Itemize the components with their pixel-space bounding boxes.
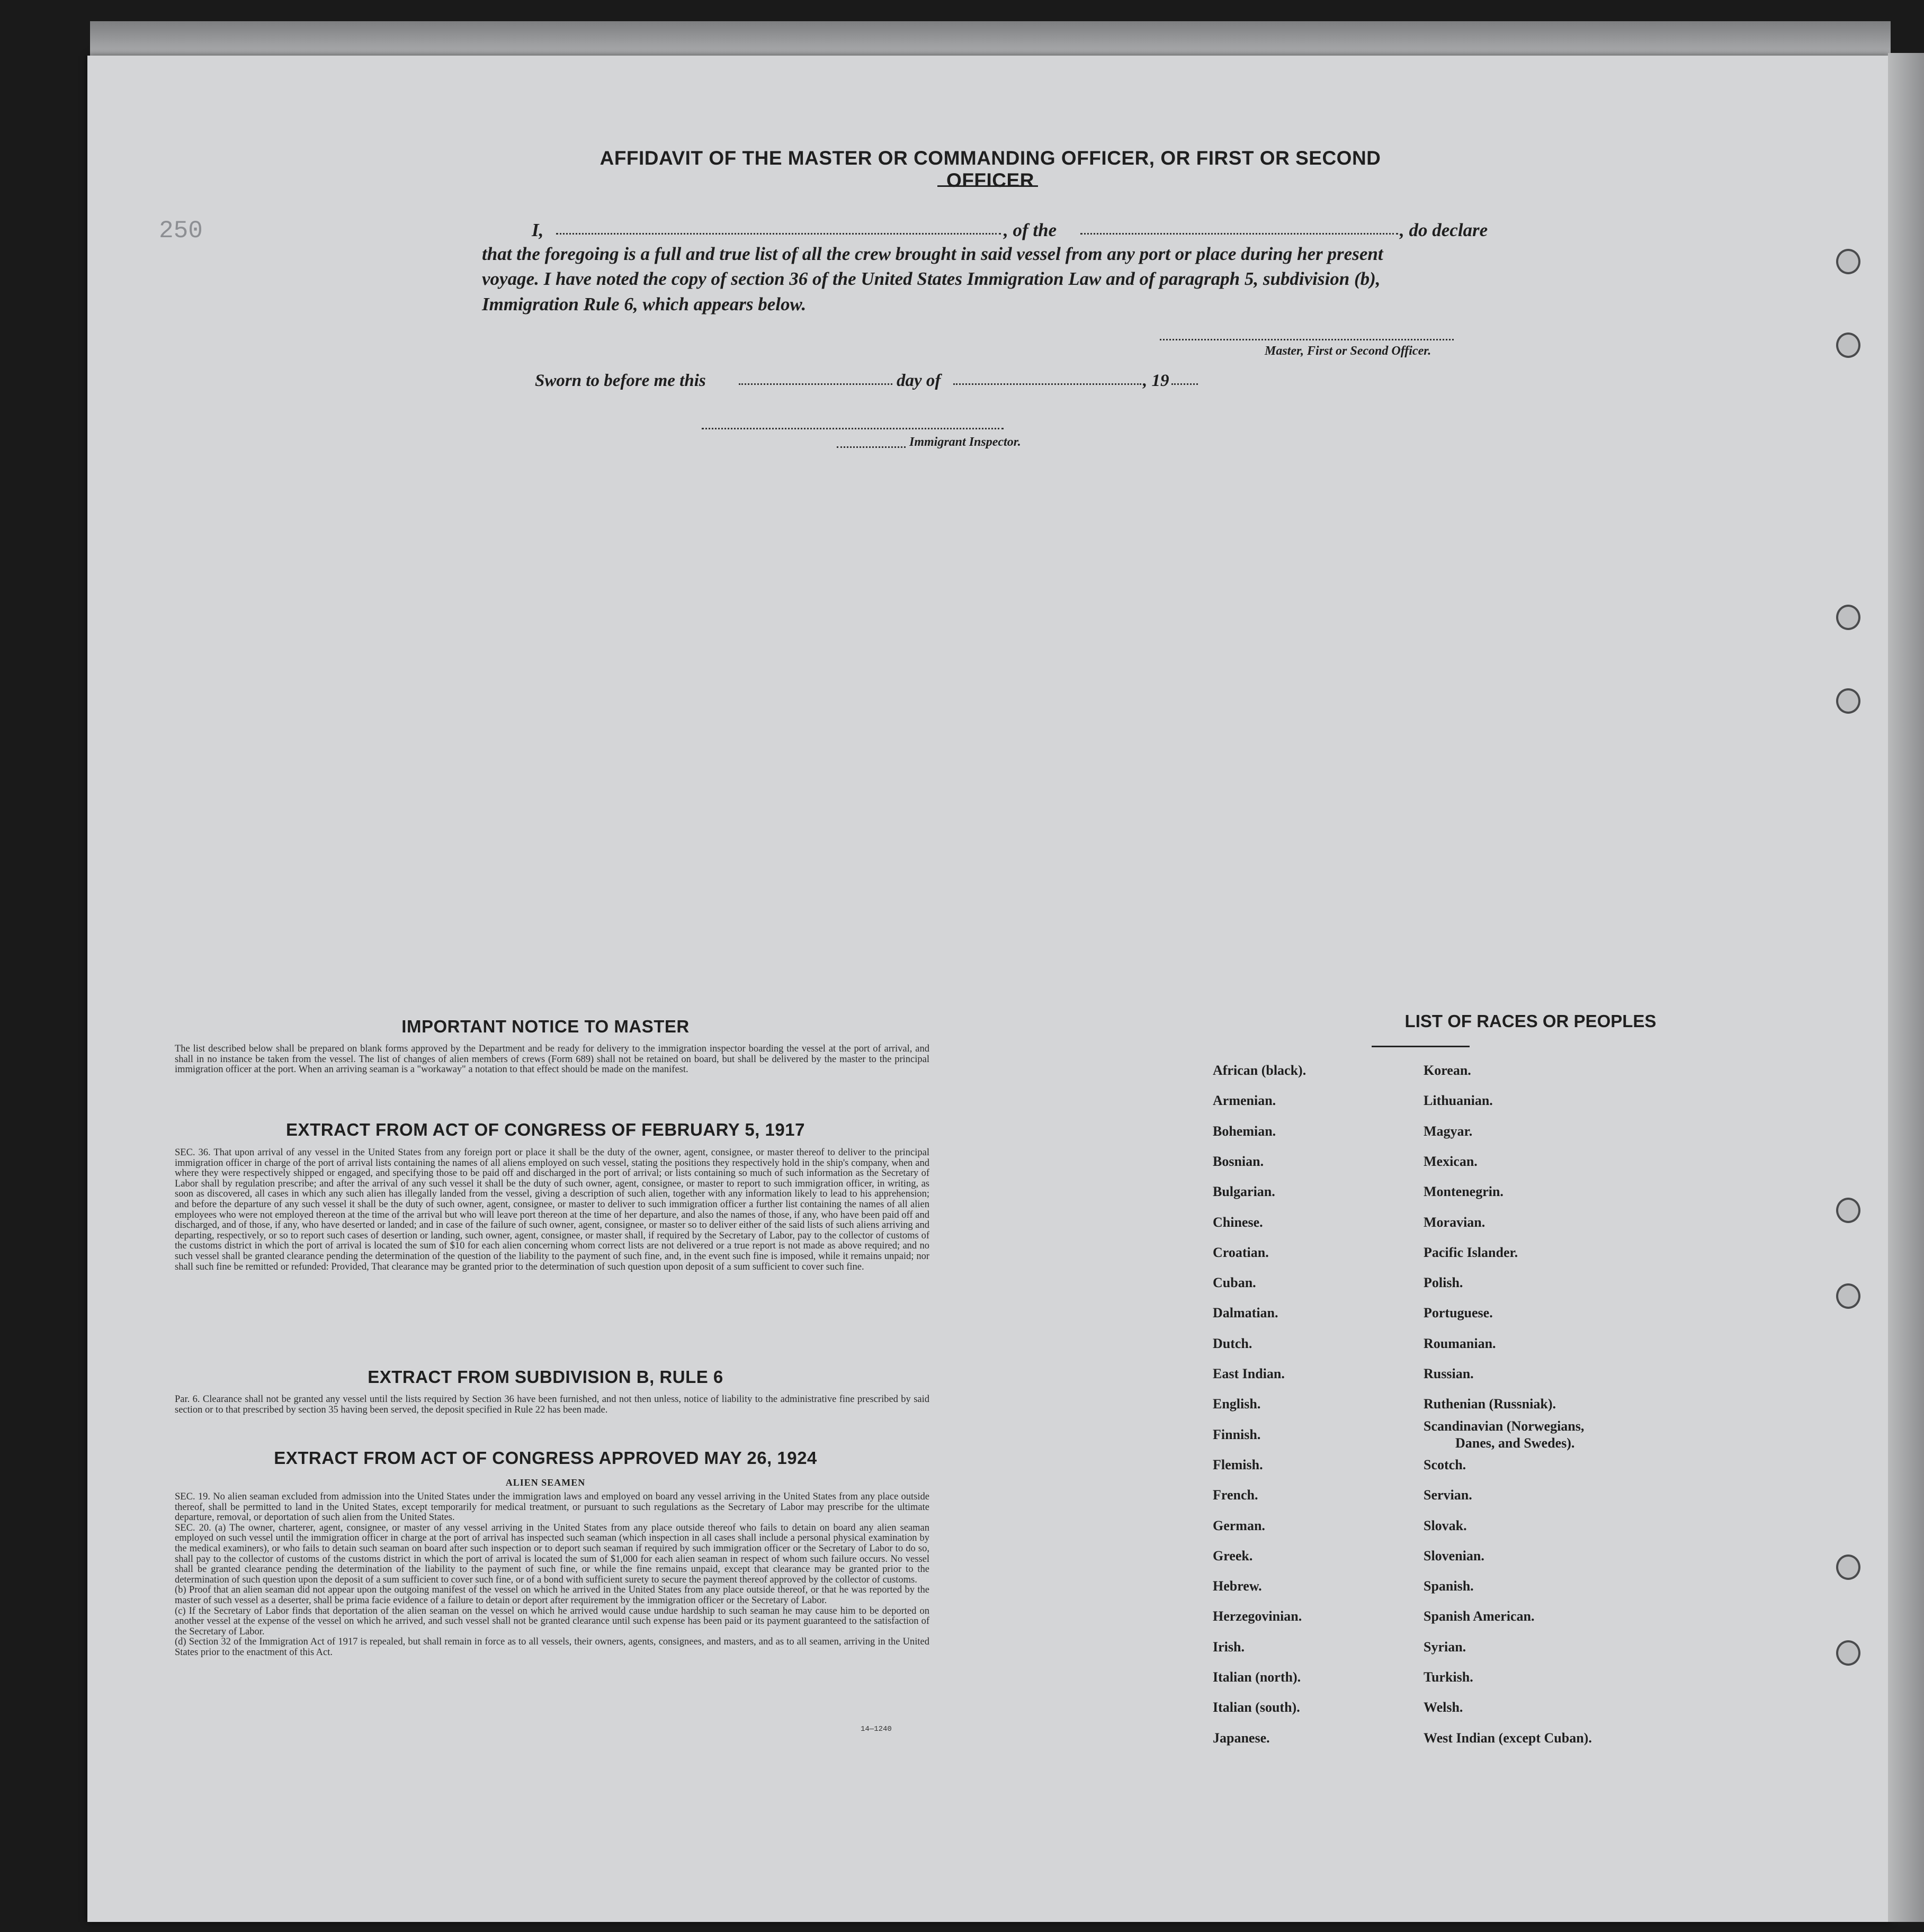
race-item-left: Armenian. <box>1213 1093 1276 1109</box>
race-item-right: West Indian (except Cuban). <box>1424 1730 1592 1746</box>
race-item-left: Finnish. <box>1213 1426 1261 1442</box>
sworn-day-of: day of <box>897 371 941 390</box>
race-item-left: Japanese. <box>1213 1730 1270 1746</box>
notice-title: IMPORTANT NOTICE TO MASTER <box>401 1017 690 1036</box>
affidavit-i: I, <box>532 220 544 240</box>
race-item-left: Cuban. <box>1213 1275 1256 1291</box>
sec-20a-paragraph: SEC. 20. (a) The owner, charterer, agent, consignee, or master of any vessel arriving in the United States from any place outside thereof who fails to detain on board any alien seaman employed on such vessel until the immigration officer in charge at the port of arrival has inspected such seaman (which inspection in all cases shall include a personal physical examination by the medical examiners), or who fails to detain such seaman on board after such inspection or to deport such seaman if required by such immigration officer or the Secretary of Labor to do so, shall pay to the collector of customs of the customs district in which the port of arrival is located the sum of $1,000 for each alien seaman in respect of whom such failure occurs. No vessel shall be granted clearance pending the determination of the liability to the payment of such fine, or while the fine remains unpaid, except that clearance may be granted prior to the determination of such question upon the deposit of a sum sufficient to cover such fine, or of a bond with sufficient surety to secure the payment thereof approved by the collector of customs. <box>175 1522 929 1585</box>
race-item-left: Hebrew. <box>1213 1578 1262 1594</box>
race-item-left: German. <box>1213 1517 1265 1533</box>
sec-20c-paragraph: (c) If the Secretary of Labor finds that deportation of the alien seaman on the vessel on which he arrived would cause undue hardship to such seaman he may cause him to be deported on another vessel at the expense of the vessel on which he arrived, and such vessel shall not be granted clearance until such expense has been paid or its payment guaranteed to the satisfaction of the Secretary of Labor. <box>175 1605 929 1637</box>
affidavit-line-3: voyage. I have noted the copy of section 36 of the United States Immigration Law and of paragraph 5, subdivision (b), <box>482 268 1381 289</box>
race-item-right: Servian. <box>1424 1487 1472 1503</box>
binder-hole <box>1836 1554 1860 1580</box>
race-item-right: Montenegrin. <box>1424 1184 1504 1200</box>
race-item-right: Turkish. <box>1424 1669 1473 1685</box>
section-36-paragraph: SEC. 36. That upon arrival of any vessel in the United States from any foreign port or place it shall be the duty of the owner, agent, consignee, or master thereof to deliver to the principal immigration officer in charge of the port of arrival lists containing the names of all aliens employed on such vessel, stating the positions they respectively hold in the ship's company, when and where they were respectively shipped or engaged, and specifying those to be paid off and discharged in the port of arrival; or lists containing so much of such information as the Secretary of Labor shall by regulation prescribe; and after the arrival of any such vessel it shall be the duty of such owner, agent, consignee, or master to report to such immigration officer, in writing, as soon as discovered, all cases in which any such alien has illegally landed from the vessel, giving a description of such alien, together with any information likely to lead to his apprehension; and before the departure of any such vessel it shall be the duty of such owner, agent, consignee, or master to deliver to such immigration officer a further list containing the names of all alien employees who were not employed thereon at the time of the arrival but who will leave port thereon at the time of her departure, and also the names of those, if any, who have been paid off and discharged, and of those, if any, who have deserted or landed; and in case of the failure of such owner, agent, consignee, or master so to deliver either of the said lists of such aliens arriving and departing, respectively, or so to report such cases of desertion or landing, such owner, agent, consignee, or master shall, if required by the Secretary of Labor, pay to the collector of customs of the customs district in which the port of arrival is located the sum of $10 for each alien concerning whom correct lists are not delivered or a true report is not made as above required; and no such vessel shall be granted clearance pending the determination of the question of the liability to the payment of such fine, and, in the event such fine is imposed, while it remains unpaid; nor shall such fine be remitted or refunded: Provided, That clearance may be granted prior to the determination of such question upon deposit of a sum sufficient to cover such fine. <box>175 1147 929 1272</box>
race-item-right: Spanish. <box>1424 1578 1474 1594</box>
race-item-left: Flemish. <box>1213 1457 1263 1472</box>
race-item-left: Herzegovinian. <box>1213 1608 1302 1624</box>
races-title: LIST OF RACES OR PEOPLES <box>1404 1011 1657 1031</box>
master-signature-label: Master, First or Second Officer. <box>1265 344 1431 358</box>
sec-20d-paragraph: (d) Section 32 of the Immigration Act of 1917 is repealed, but shall remain in force as to all vessels, their owners, agents, consignees, and masters, and as to all seamen, arriving in the United States prior to the enactment of this Act. <box>175 1637 929 1658</box>
notice-body <box>154 1044 929 1075</box>
binder-hole <box>1836 1283 1860 1309</box>
race-item-left: French. <box>1213 1487 1258 1503</box>
race-item-right: Slovak. <box>1424 1517 1467 1533</box>
race-item-right: Spanish American. <box>1424 1608 1535 1624</box>
vessel-name-field[interactable] <box>1080 233 1398 235</box>
inspector-signature-field[interactable] <box>702 428 1004 429</box>
act-1924-title: EXTRACT FROM ACT OF CONGRESS APPROVED MAY 26, 1924 <box>274 1448 817 1468</box>
race-item-right: Lithuanian. <box>1424 1093 1493 1109</box>
rule-6-body <box>154 1395 929 1415</box>
race-item-right: Moravian. <box>1424 1214 1485 1230</box>
sworn-year-field[interactable] <box>1171 383 1198 385</box>
race-item-left: Bohemian. <box>1213 1123 1276 1139</box>
sworn-month-field[interactable] <box>953 383 1141 385</box>
sworn-day-field[interactable] <box>739 383 892 385</box>
race-item-right: Roumanian. <box>1424 1335 1496 1351</box>
race-item-right: Slovenian. <box>1424 1548 1484 1563</box>
binder-hole <box>1836 688 1860 714</box>
race-item-left: Italian (north). <box>1213 1669 1301 1685</box>
rule-6-title: EXTRACT FROM SUBDIVISION B, RULE 6 <box>368 1367 723 1387</box>
inspector-signature-label: Immigrant Inspector. <box>909 435 1021 449</box>
binder-hole <box>1836 605 1860 630</box>
act-1917-title: EXTRACT FROM ACT OF CONGRESS OF FEBRUARY 5, 1917 <box>286 1120 805 1139</box>
sec-20b-paragraph: (b) Proof that an alien seaman did not appear upon the outgoing manifest of the vessel on which he arrived in the United States from any place outside thereof, or that he was reported by the master of such vessel as a deserter, shall be prima facie evidence of a failure to detain or deport after requirement by the immigration officer or the Secretary of Labor. <box>175 1585 929 1606</box>
master-name-field[interactable] <box>556 233 1001 235</box>
notice-paragraph: The list described below shall be prepared on blank forms approved by the Department and be ready for delivery to the immigration inspector boarding the vessel at the port of arrival, and shall in no instance be taken from the vessel. The list of changes of alien members of crews (Form 689) shall not be retained on board, but shall be delivered by the master to the principal immigration officer at the port. When an arriving seaman is a "workaway" a notation to that effect should be made on the manifest. <box>175 1044 929 1075</box>
act-1917-body <box>154 1148 929 1272</box>
race-item-right: Pacific Islander. <box>1424 1244 1518 1260</box>
alien-seamen-subtitle: ALIEN SEAMEN <box>505 1477 586 1488</box>
race-item-left: Italian (south). <box>1213 1700 1300 1715</box>
affidavit-line-2: that the foregoing is a full and true list of all the crew brought in said vessel from any port or place during her present <box>482 244 1383 264</box>
affidavit-do-declare: , do declare <box>1400 220 1488 240</box>
form-number: 14—1240 <box>861 1725 892 1733</box>
race-item-left: African (black). <box>1213 1063 1306 1078</box>
bleed-through-number: 250 <box>159 217 203 245</box>
race-item-right: Syrian. <box>1424 1639 1466 1655</box>
race-item-left: East Indian. <box>1213 1366 1285 1381</box>
race-item-left: Dutch. <box>1213 1335 1252 1351</box>
race-item-left: Greek. <box>1213 1548 1253 1563</box>
race-item-right: Ruthenian (Russniak). <box>1424 1396 1556 1412</box>
race-item-right: Russian. <box>1424 1366 1474 1381</box>
race-item-right: Korean. <box>1424 1063 1471 1078</box>
binder-hole <box>1836 249 1860 274</box>
rule-6-paragraph: Par. 6. Clearance shall not be granted any vessel until the lists required by Section 36 have been furnished, and not then unless, notice of liability to the administrative fine prescribed by said section or to that prescribed by section 35 having been served, the deposit specified in Rule 22 has been made. <box>175 1394 929 1415</box>
binder-hole <box>1836 333 1860 358</box>
race-item-right: Magyar. <box>1424 1123 1473 1139</box>
race-item-right: Scotch. <box>1424 1457 1466 1472</box>
race-item-right: Polish. <box>1424 1275 1463 1291</box>
race-item-left: Bulgarian. <box>1213 1184 1275 1200</box>
sworn-year-prefix: , 19 <box>1143 371 1169 390</box>
act-1924-body <box>154 1492 929 1658</box>
race-item-left: Bosnian. <box>1213 1153 1264 1169</box>
race-item-left: Dalmatian. <box>1213 1305 1278 1321</box>
inspector-lead-dots <box>837 446 906 448</box>
race-item-left: Chinese. <box>1213 1214 1263 1230</box>
affidavit-title: AFFIDAVIT OF THE MASTER OR COMMANDING OFFICER, OR FIRST OR SECOND OFFICER <box>599 147 1381 191</box>
race-item-right: Portuguese. <box>1424 1305 1493 1321</box>
race-item-left: Irish. <box>1213 1639 1245 1655</box>
affidavit-line-4: Immigration Rule 6, which appears below. <box>482 294 807 314</box>
race-item-right: Mexican. <box>1424 1153 1478 1169</box>
binder-hole <box>1836 1640 1860 1666</box>
master-signature-field[interactable] <box>1160 339 1454 340</box>
race-item-left: English. <box>1213 1396 1261 1412</box>
affidavit-of-the: , of the <box>1004 220 1057 240</box>
sec-19-paragraph: SEC. 19. No alien seaman excluded from admission into the United States under the immigration laws and employed on board any vessel arriving in the United States from any place outside thereof, shall be permitted to land in the United States, except temporarily for medical treatment, or pursuant to such regulations as the Secretary of Labor may prescribe for the ultimate departure, removal, or deportation of such alien from the United States. <box>175 1491 929 1523</box>
race-item-right: Welsh. <box>1424 1700 1463 1715</box>
sworn-text: Sworn to before me this <box>535 371 706 390</box>
page-edge-shadow <box>1888 53 1924 1922</box>
title-rule <box>937 185 1038 187</box>
race-continuation: Danes, and Swedes). <box>1455 1435 1575 1451</box>
race-item-right: Scandinavian (Norwegians, <box>1424 1418 1585 1434</box>
races-title-rule <box>1372 1046 1470 1047</box>
binder-hole <box>1836 1198 1860 1223</box>
race-item-left: Croatian. <box>1213 1244 1269 1260</box>
